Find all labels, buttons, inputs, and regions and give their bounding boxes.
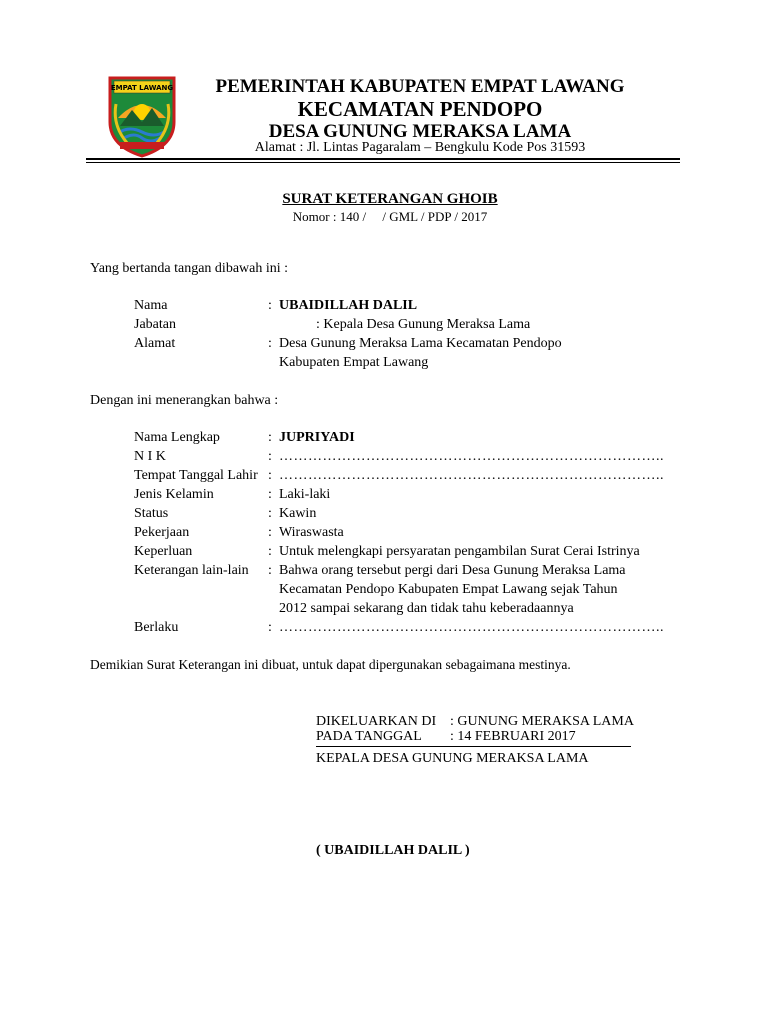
person-gender-label: Jenis Kelamin bbox=[134, 487, 214, 502]
person-validity-label: Berlaku bbox=[134, 620, 179, 635]
signer-name-label: Nama bbox=[134, 298, 168, 313]
signer-name-value: UBAIDILLAH DALIL bbox=[279, 298, 418, 313]
person-job-value: Wiraswasta bbox=[279, 525, 344, 540]
statement-text: Dengan ini menerangkan bahwa : bbox=[90, 393, 279, 408]
svg-text:EMPAT LAWANG: EMPAT LAWANG bbox=[110, 84, 174, 92]
signer-title: KEPALA DESA GUNUNG MERAKSA LAMA bbox=[316, 751, 589, 766]
colon: : bbox=[268, 468, 272, 483]
colon: : bbox=[268, 525, 272, 540]
signer-signature-name: ( UBAIDILLAH DALIL ) bbox=[316, 843, 470, 858]
header-address: Alamat : Jl. Lintas Pagaralam – Bengkulu Kode Pos 31593 bbox=[254, 140, 586, 155]
signer-position-value: : Kepala Desa Gunung Meraksa Lama bbox=[316, 317, 531, 332]
person-nik-value: …………………………………………………………………….. bbox=[279, 449, 664, 464]
colon: : bbox=[268, 563, 272, 578]
colon: : bbox=[268, 336, 272, 351]
person-birth-label: Tempat Tanggal Lahir bbox=[134, 468, 258, 483]
colon: : bbox=[268, 449, 272, 464]
colon: : bbox=[268, 506, 272, 521]
signer-position-label: Jabatan bbox=[134, 317, 176, 332]
person-notes-value-line1: Bahwa orang tersebut pergi dari Desa Gunung Meraksa Lama bbox=[279, 563, 626, 578]
issued-date-label: PADA TANGGAL bbox=[316, 729, 422, 744]
issued-date-value: : 14 FEBRUARI 2017 bbox=[450, 729, 576, 744]
header-government: PEMERINTAH KABUPATEN EMPAT LAWANG bbox=[215, 76, 625, 97]
person-job-label: Pekerjaan bbox=[134, 525, 190, 540]
intro-text: Yang bertanda tangan dibawah ini : bbox=[90, 261, 289, 276]
person-status-value: Kawin bbox=[279, 506, 317, 521]
person-notes-value-line2: Kecamatan Pendopo Kabupaten Empat Lawang sejak Tahun bbox=[279, 582, 618, 597]
signer-address-value-line1: Desa Gunung Meraksa Lama Kecamatan Pendopo bbox=[279, 336, 562, 351]
letter-title: SURAT KETERANGAN GHOIB bbox=[282, 191, 498, 207]
signer-address-label: Alamat bbox=[134, 336, 176, 351]
issued-at-value: : GUNUNG MERAKSA LAMA bbox=[450, 714, 634, 729]
colon: : bbox=[268, 298, 272, 313]
colon: : bbox=[268, 620, 272, 635]
person-notes-label: Keterangan lain-lain bbox=[134, 563, 249, 578]
closing-text: Demikian Surat Keterangan ini dibuat, untuk dapat dipergunakan sebagaimana mestinya. bbox=[90, 657, 571, 672]
person-name-label: Nama Lengkap bbox=[134, 430, 220, 445]
person-gender-value: Laki-laki bbox=[279, 487, 331, 502]
header-divider bbox=[86, 158, 680, 160]
date-underline bbox=[316, 745, 631, 747]
header-village: DESA GUNUNG MERAKSA LAMA bbox=[268, 121, 572, 142]
person-name-value: JUPRIYADI bbox=[279, 430, 355, 445]
person-birth-value: …………………………………………………………………….. bbox=[279, 468, 664, 483]
person-purpose-value: Untuk melengkapi persyaratan pengambilan Surat Cerai Istrinya bbox=[279, 544, 640, 559]
person-purpose-label: Keperluan bbox=[134, 544, 193, 559]
header-district: KECAMATAN PENDOPO bbox=[297, 97, 543, 121]
letter-number: Nomor : 140 / / GML / PDP / 2017 bbox=[292, 209, 488, 224]
person-notes-value-line3: 2012 sampai sekarang dan tidak tahu keberadaannya bbox=[279, 601, 574, 616]
issued-at-label: DIKELUARKAN DI bbox=[316, 714, 437, 729]
person-validity-value: …………………………………………………………………….. bbox=[279, 620, 664, 635]
colon: : bbox=[268, 430, 272, 445]
person-status-label: Status bbox=[134, 506, 169, 521]
person-nik-label: N I K bbox=[134, 449, 166, 464]
signer-address-value-line2: Kabupaten Empat Lawang bbox=[279, 355, 429, 370]
colon: : bbox=[268, 544, 272, 559]
header-divider-thin bbox=[86, 162, 680, 163]
regency-logo bbox=[106, 74, 178, 158]
colon: : bbox=[268, 487, 272, 502]
